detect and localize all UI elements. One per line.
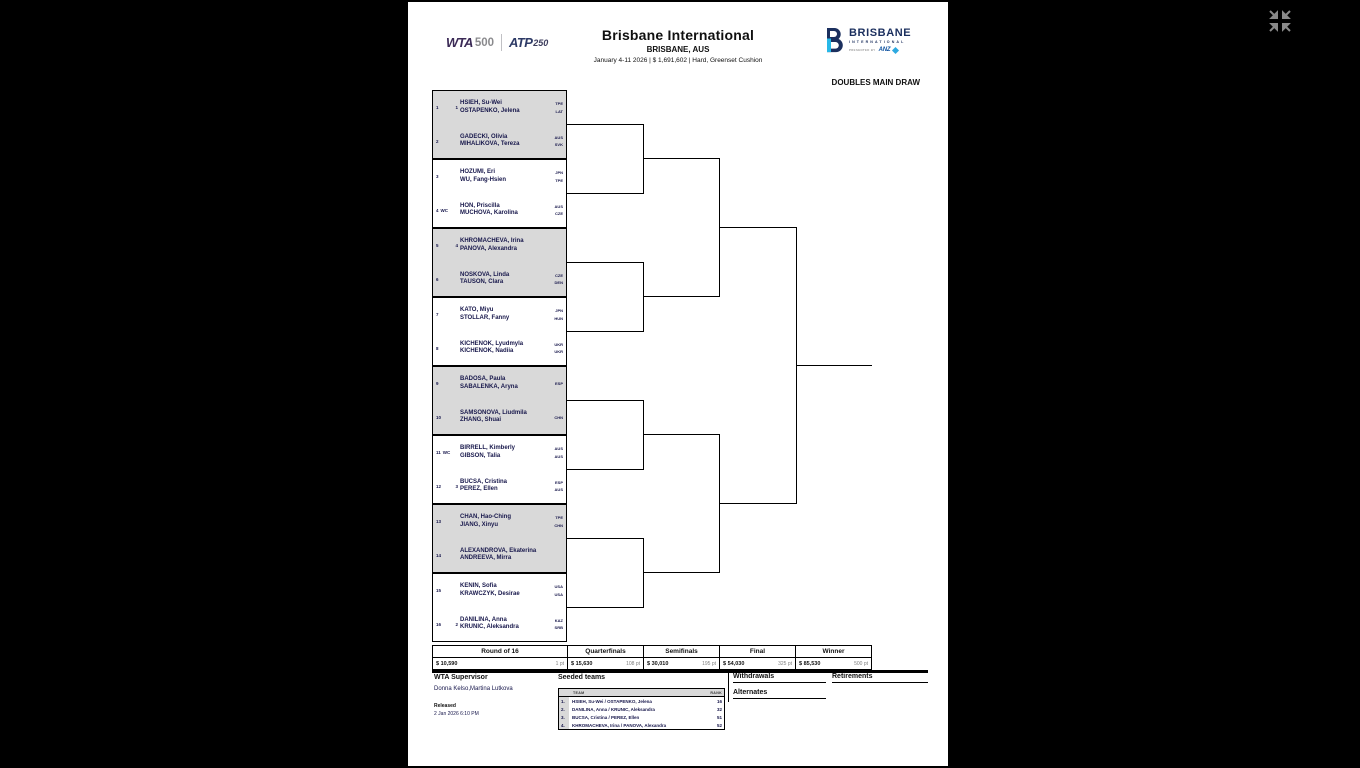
bracket-line <box>567 607 644 608</box>
entry-names: DANILINA, Anna KRUNIC, Aleksandra <box>460 616 519 631</box>
anz-logo: ANZ <box>878 47 891 53</box>
r16-match-box-8 <box>432 573 567 642</box>
entry-countries: KAZ SRB <box>554 617 563 631</box>
bracket-line <box>643 434 720 435</box>
r16-match-box-4 <box>432 297 567 366</box>
retirements-label: Retirements <box>832 673 928 683</box>
released-label: Released <box>434 703 456 709</box>
bracket-line <box>567 469 644 470</box>
bracket-line <box>719 503 797 504</box>
entry-countries: TPE LAT <box>555 101 563 114</box>
prize-points-row <box>433 657 871 669</box>
prize-cell: $ 54,030 325 pt <box>719 658 795 669</box>
seeded-team-row: 4. KHROMACHEVA, Irina / PANOVA, Alexandra 52 <box>561 722 722 728</box>
bracket-line <box>643 158 720 159</box>
entry-position: 2 <box>436 138 439 144</box>
draw-entry-7 <box>433 298 566 332</box>
bracket-line <box>567 193 644 194</box>
bracket-line <box>567 262 644 263</box>
brisbane-logo-sponsor-row <box>849 47 911 53</box>
r16-match-box-1 <box>432 90 567 159</box>
draw-entry-11 <box>433 436 566 470</box>
rounds-prize-table <box>432 645 872 670</box>
entry-names: KENIN, Sofia KRAWCZYK, Desirae <box>460 583 520 597</box>
entry-names: BIRRELL, Kimberly GIBSON, Talia <box>460 445 516 459</box>
draw-entry-12 <box>433 470 566 504</box>
entry-names: GADECKI, Olivia MIHALIKOVA, Tereza <box>460 133 520 148</box>
bracket-line <box>796 365 872 366</box>
anz-lotus-icon <box>892 46 899 53</box>
entry-position: 4 WC <box>436 207 449 213</box>
exit-fullscreen-icon[interactable] <box>1267 8 1293 34</box>
entry-names: SAMSONOVA, Liudmila ZHANG, Shuai <box>460 409 527 424</box>
bracket-line <box>643 124 644 194</box>
prize-cell: $ 85,530 500 pt <box>795 658 871 669</box>
entry-countries: ESP <box>554 381 563 386</box>
entry-names: NOSKOVA, Linda TAUSON, Clara <box>460 271 510 286</box>
bracket-line <box>567 400 644 401</box>
draw-entry-10 <box>433 401 566 435</box>
brisbane-logo-sub: INTERNATIONAL <box>849 40 906 44</box>
draw-entry-8 <box>433 332 566 366</box>
draw-sheet-page <box>408 2 948 766</box>
round-label: Winner <box>795 646 871 657</box>
entry-countries: TPE CHN <box>554 515 563 528</box>
supervisor-names: Donna Kelso,Martina Lutkova <box>434 686 513 692</box>
prize-cell: $ 10,590 1 pt <box>436 660 564 667</box>
entry-names: ALEXANDROVA, Ekaterina ANDREEVA, Mirra <box>460 547 537 562</box>
entry-countries: UKR UKR <box>554 341 563 355</box>
r16-match-box-7 <box>432 504 567 573</box>
entry-countries: JPN TPE <box>555 170 563 183</box>
seeded-team-row: 1. HSIEH, Su-Wei / OSTAPENKO, Jelena 16 <box>561 698 722 704</box>
entry-names: HOZUMI, Eri WU, Fang-Hsien <box>460 169 506 183</box>
seeded-team-col-header: TEAM <box>573 690 585 695</box>
atp-tier-label: 250 <box>533 37 549 48</box>
footer-column-divider <box>728 673 729 702</box>
bracket-line <box>643 572 720 573</box>
entry-countries: USA USA <box>554 584 563 597</box>
entry-names: KICHENOK, Lyudmyla KICHENOK, Nadiia <box>460 340 524 355</box>
entry-names: CHAN, Hao-Ching JIANG, Xinyu <box>460 514 511 528</box>
entry-position: 13 <box>436 519 442 525</box>
entry-position: 7 <box>436 312 439 318</box>
withdrawals-label: Withdrawals <box>733 673 826 683</box>
draw-entry-13 <box>433 505 566 539</box>
draw-entry-5 <box>433 229 566 263</box>
entry-position: 8 <box>436 345 439 351</box>
bracket-line <box>567 331 644 332</box>
seeded-teams-header <box>559 689 724 697</box>
draw-entry-1 <box>433 91 566 125</box>
draw-entry-3 <box>433 160 566 194</box>
entry-position: 6 <box>436 276 439 282</box>
seeded-team-row: 2. DANILINA, Anna / KRUNIC, Aleksandra 32 <box>561 706 722 712</box>
draw-entry-9 <box>433 367 566 401</box>
r16-match-box-2 <box>432 159 567 228</box>
seeded-teams-title: Seeded teams <box>558 674 606 681</box>
entry-countries: JPN HUN <box>554 308 563 321</box>
entry-names: KHROMACHEVA, Irina PANOVA, Alexandra <box>460 238 524 252</box>
brisbane-logo-name: BRISBANE <box>849 27 912 39</box>
presented-by-label: PRESENTED BY <box>849 48 876 52</box>
entry-position: 10 <box>436 414 442 420</box>
round-label: Quarterfinals <box>567 646 643 657</box>
entry-position: 16 <box>436 621 442 627</box>
entry-seed: 3 <box>455 483 458 489</box>
brisbane-logo-text <box>849 28 911 53</box>
r16-match-box-6 <box>432 435 567 504</box>
entry-position: 3 <box>436 174 439 180</box>
entry-countries: ESP AUS <box>554 479 563 493</box>
entry-countries: AUS AUS <box>554 446 563 459</box>
draw-title: DOUBLES MAIN DRAW <box>831 78 920 87</box>
round-label: Final <box>719 646 795 657</box>
atp-logo: ATP <box>509 35 533 50</box>
prize-cell: $ 15,630 108 pt <box>567 658 643 669</box>
brisbane-logo <box>825 28 911 53</box>
seeded-rank-col-header: RANK <box>710 690 722 695</box>
draw-entry-15 <box>433 574 566 608</box>
brisbane-b-icon <box>825 28 844 53</box>
wta-logo: WTA <box>446 35 473 50</box>
draw-entry-14 <box>433 539 566 573</box>
tournament-details: January 4-11 2026 | $ 1,691,602 | Hard, Greenset Cushion <box>593 57 763 64</box>
prize-cell: $ 30,010 195 pt <box>643 658 719 669</box>
supervisor-label: WTA Supervisor <box>434 674 488 681</box>
entry-position: 11 WC <box>436 450 451 456</box>
entry-countries: CHN <box>554 414 563 420</box>
entry-position: 9 <box>436 381 439 387</box>
bracket-line <box>719 227 797 228</box>
entry-countries: CZE DEN <box>554 272 563 286</box>
round-label: Semifinals <box>643 646 719 657</box>
bracket-line <box>643 400 644 470</box>
bracket-line <box>567 124 644 125</box>
bracket-line <box>643 296 720 297</box>
bracket-line <box>567 538 644 539</box>
draw-entry-6 <box>433 263 566 297</box>
entry-names: HON, Priscilla MUCHOVA, Karolina <box>460 202 518 217</box>
entry-names: HSIEH, Su-Wei OSTAPENKO, Jelena <box>460 100 520 114</box>
entry-names: BADOSA, Paula SABALENKA, Aryna <box>460 376 518 390</box>
seeded-teams-table <box>558 688 725 730</box>
alternates-label: Alternates <box>733 689 826 699</box>
entry-position: 15 <box>436 588 442 594</box>
entry-position: 5 <box>436 243 439 249</box>
draw-entry-4 <box>433 194 566 228</box>
tournament-location: BRISBANE, AUS <box>646 45 710 54</box>
released-date: 2 Jan 2026 6:10 PM <box>434 711 479 717</box>
bracket-line <box>643 262 644 332</box>
draw-entry-16 <box>433 608 566 642</box>
seeded-team-row: 3. BUCSA, Cristina / PEREZ, Ellen 51 <box>561 714 722 720</box>
entry-seed: 2 <box>455 621 458 627</box>
r16-match-box-5 <box>432 366 567 435</box>
draw-entry-2 <box>433 125 566 159</box>
entry-seed: 4 <box>455 243 458 249</box>
entry-countries: AUS SVK <box>554 134 563 148</box>
entry-names: KATO, Miyu STOLLAR, Fanny <box>460 307 510 321</box>
entry-position: 14 <box>436 552 442 558</box>
entry-position: 12 <box>436 483 442 489</box>
entry-seed: 1 <box>455 105 458 111</box>
tournament-title: Brisbane International <box>601 27 755 43</box>
entry-countries: AUS CZE <box>554 203 563 217</box>
wta-tier-label: 500 <box>474 36 495 49</box>
entry-position: 1 <box>436 105 439 111</box>
r16-match-box-3 <box>432 228 567 297</box>
entry-names: BUCSA, Cristina PEREZ, Ellen <box>460 478 508 493</box>
bracket-line <box>643 538 644 608</box>
round-labels-row <box>433 646 871 657</box>
round-label: Round of 16 <box>481 648 519 655</box>
